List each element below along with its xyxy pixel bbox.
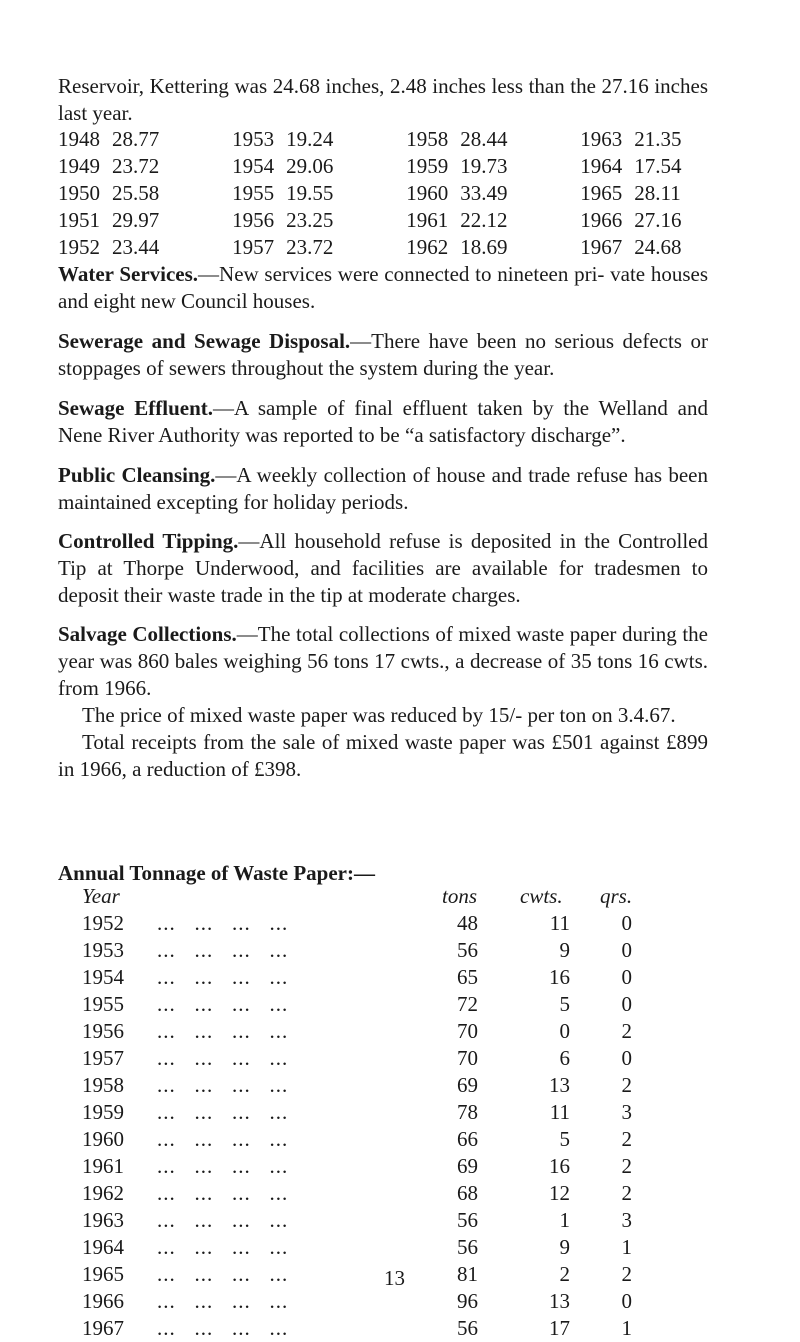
row-year: 1956: [82, 1019, 124, 1043]
row-tons: 56: [457, 938, 478, 962]
rainfall-row: [58, 180, 718, 207]
sewerage-text: —There have been no serious defects or stoppages of sewers throughout the system during the year.: [58, 329, 708, 380]
rainfall-row: [58, 126, 718, 153]
row-cwts: 1: [559, 1208, 570, 1232]
row-cwts: 5: [559, 1127, 570, 1151]
rainfall-inches: 21.35: [634, 127, 682, 151]
rainfall-entry: [232, 234, 406, 261]
table-row: [82, 1072, 722, 1099]
rainfall-year: 1952: [58, 235, 100, 259]
row-cwts: 5: [559, 992, 570, 1016]
rainfall-inches: 23.44: [112, 235, 160, 259]
rainfall-inches: 18.69: [460, 235, 508, 259]
rainfall-entry: [580, 207, 718, 234]
rainfall-year: 1960: [406, 181, 449, 205]
row-cwts: 13: [549, 1073, 570, 1097]
rainfall-year: 1954: [232, 154, 275, 178]
row-cwts: 17: [549, 1316, 570, 1340]
row-tons: 56: [457, 1235, 478, 1259]
rainfall-inches: 22.12: [460, 208, 508, 232]
controlled-tipping-paragraph: [58, 528, 708, 609]
row-qrs: 2: [621, 1019, 632, 1043]
header-tons: tons: [442, 884, 478, 908]
rainfall-year: 1958: [406, 127, 449, 151]
row-tons: 48: [457, 911, 478, 935]
row-leader-dots: ... ... ... ...: [157, 992, 289, 1016]
row-cwts: 9: [559, 938, 570, 962]
rainfall-inches: 19.73: [460, 154, 508, 178]
row-qrs: 3: [621, 1208, 632, 1232]
row-qrs: 3: [621, 1100, 632, 1124]
row-qrs: 0: [621, 1289, 632, 1313]
row-year: 1967: [82, 1316, 124, 1340]
rainfall-year: 1966: [580, 208, 623, 232]
row-qrs: 1: [621, 1316, 632, 1340]
header-cwts: cwts.: [520, 884, 563, 908]
row-leader-dots: ... ... ... ...: [157, 1316, 289, 1340]
controlled-tipping-text: —All household refuse is deposited in the Controlled Tip at Thorpe Underwood, and facilities are available for tradesmen to deposit their waste trade in the tip at moderate charges.: [58, 529, 708, 607]
rainfall-entry: [232, 126, 406, 153]
row-leader-dots: ... ... ... ...: [157, 1154, 289, 1178]
rainfall-entry: [406, 234, 580, 261]
rainfall-entry: [58, 153, 232, 180]
row-year: 1952: [82, 911, 124, 935]
water-services-heading: Water Services.: [58, 262, 199, 286]
rainfall-year: 1963: [580, 127, 623, 151]
table-row: [82, 1207, 722, 1234]
rainfall-inches: 27.16: [634, 208, 682, 232]
rainfall-entry: [406, 126, 580, 153]
row-year: 1954: [82, 965, 124, 989]
row-qrs: 2: [621, 1262, 632, 1286]
row-leader-dots: ... ... ... ...: [157, 1262, 289, 1286]
table-row: [82, 1288, 722, 1315]
row-qrs: 2: [621, 1154, 632, 1178]
rainfall-year: 1965: [580, 181, 623, 205]
row-tons: 68: [457, 1181, 478, 1205]
header-qrs: qrs.: [600, 884, 633, 908]
rainfall-table: [58, 126, 718, 261]
row-cwts: 12: [549, 1181, 570, 1205]
rainfall-entry: [406, 207, 580, 234]
salvage-collections-paragraph: [58, 621, 708, 783]
rainfall-inches: 29.06: [286, 154, 334, 178]
row-qrs: 2: [621, 1127, 632, 1151]
row-cwts: 13: [549, 1289, 570, 1313]
public-cleansing-paragraph: [58, 462, 708, 516]
row-qrs: 0: [621, 1046, 632, 1070]
table-row: [82, 1045, 722, 1072]
table-row: [82, 1234, 722, 1261]
water-services-paragraph: [58, 261, 708, 315]
row-year: 1965: [82, 1262, 124, 1286]
row-leader-dots: ... ... ... ...: [157, 1181, 289, 1205]
row-tons: 66: [457, 1127, 478, 1151]
rainfall-row: [58, 207, 718, 234]
rainfall-inches: 23.25: [286, 208, 334, 232]
row-year: 1961: [82, 1154, 124, 1178]
row-year: 1955: [82, 992, 124, 1016]
tonnage-table-title: Annual Tonnage of Waste Paper:—: [58, 861, 375, 885]
table-row: [82, 910, 722, 937]
row-tons: 96: [457, 1289, 478, 1313]
row-tons: 70: [457, 1046, 478, 1070]
table-row: [82, 964, 722, 991]
row-qrs: 1: [621, 1235, 632, 1259]
rainfall-year: 1967: [580, 235, 623, 259]
tonnage-table-header: [82, 883, 722, 910]
row-tons: 56: [457, 1316, 478, 1340]
salvage-collections-text: —The total collections of mixed waste paper during the year was 860 bales weighing 56 tons 17 cwts., a decrease of 35 tons 16 cwts. from 1966.: [58, 622, 708, 700]
rainfall-entry: [580, 234, 718, 261]
rainfall-inches: 19.24: [286, 127, 334, 151]
row-tons: 81: [457, 1262, 478, 1286]
row-year: 1962: [82, 1181, 124, 1205]
public-cleansing-heading: Public Cleansing.: [58, 463, 216, 487]
sewerage-paragraph: [58, 328, 708, 382]
row-cwts: 11: [549, 1100, 570, 1124]
table-row: [82, 1099, 722, 1126]
row-leader-dots: ... ... ... ...: [157, 1127, 289, 1151]
row-qrs: 0: [621, 965, 632, 989]
row-tons: 69: [457, 1073, 478, 1097]
row-leader-dots: ... ... ... ...: [157, 911, 289, 935]
rainfall-entry: [58, 207, 232, 234]
row-cwts: 0: [559, 1019, 570, 1043]
rainfall-entry: [58, 126, 232, 153]
table-row: [82, 1315, 722, 1342]
rainfall-year: 1956: [232, 208, 275, 232]
row-cwts: 2: [559, 1262, 570, 1286]
table-row: [82, 1126, 722, 1153]
row-year: 1958: [82, 1073, 124, 1097]
table-row: [82, 1180, 722, 1207]
rainfall-year: 1953: [232, 127, 275, 151]
rainfall-entry: [406, 180, 580, 207]
rainfall-inches: 28.77: [112, 127, 160, 151]
row-leader-dots: ... ... ... ...: [157, 1289, 289, 1313]
row-year: 1966: [82, 1289, 124, 1313]
row-tons: 65: [457, 965, 478, 989]
row-qrs: 0: [621, 992, 632, 1016]
row-year: 1960: [82, 1127, 124, 1151]
row-year: 1964: [82, 1235, 124, 1259]
table-row: [82, 991, 722, 1018]
row-cwts: 6: [559, 1046, 570, 1070]
rainfall-row: [58, 153, 718, 180]
sewage-effluent-heading: Sewage Effluent.: [58, 396, 214, 420]
row-leader-dots: ... ... ... ...: [157, 965, 289, 989]
rainfall-row: [58, 234, 718, 261]
row-tons: 69: [457, 1154, 478, 1178]
public-cleansing-text: —A weekly collection of house and trade refuse has been maintained excepting for holiday periods.: [58, 463, 708, 514]
sewage-effluent-paragraph: [58, 395, 708, 449]
row-qrs: 0: [621, 911, 632, 935]
rainfall-entry: [580, 180, 718, 207]
rainfall-year: 1955: [232, 181, 275, 205]
rainfall-entry: [406, 153, 580, 180]
row-leader-dots: ... ... ... ...: [157, 1208, 289, 1232]
rainfall-year: 1957: [232, 235, 275, 259]
row-year: 1959: [82, 1100, 124, 1124]
rainfall-inches: 23.72: [112, 154, 160, 178]
row-cwts: 11: [549, 911, 570, 935]
row-leader-dots: ... ... ... ...: [157, 1235, 289, 1259]
rainfall-entry: [580, 153, 718, 180]
row-leader-dots: ... ... ... ...: [157, 938, 289, 962]
controlled-tipping-heading: Controlled Tipping.: [58, 529, 239, 553]
rainfall-inches: 33.49: [460, 181, 508, 205]
row-qrs: 2: [621, 1181, 632, 1205]
rainfall-year: 1962: [406, 235, 449, 259]
row-tons: 72: [457, 992, 478, 1016]
water-services-text: —New services were connected to nineteen pri- vate houses and eight new Council houses.: [58, 262, 708, 313]
row-cwts: 16: [549, 965, 570, 989]
rainfall-inches: 28.44: [460, 127, 508, 151]
row-year: 1953: [82, 938, 124, 962]
row-cwts: 9: [559, 1235, 570, 1259]
rainfall-entry: [232, 153, 406, 180]
salvage-collections-heading: Salvage Collections.: [58, 622, 237, 646]
row-year: 1963: [82, 1208, 124, 1232]
table-row: [82, 1153, 722, 1180]
header-year: Year: [82, 884, 120, 908]
rainfall-inches: 23.72: [286, 235, 334, 259]
row-qrs: 2: [621, 1073, 632, 1097]
rainfall-year: 1950: [58, 181, 100, 205]
rainfall-year: 1959: [406, 154, 449, 178]
rainfall-entry: [58, 234, 232, 261]
rainfall-year: 1964: [580, 154, 623, 178]
row-leader-dots: ... ... ... ...: [157, 1019, 289, 1043]
row-tons: 78: [457, 1100, 478, 1124]
intro-paragraph: Reservoir, Kettering was 24.68 inches, 2.48 inches less than the 27.16 inches last year.: [58, 74, 708, 125]
salvage-price-text: The price of mixed waste paper was reduced by 15/- per ton on 3.4.67.: [82, 703, 676, 727]
salvage-receipts-text: Total receipts from the sale of mixed waste paper was £501 against £899 in 1966, a reduction of £398.: [58, 730, 708, 781]
rainfall-entry: [580, 126, 718, 153]
rainfall-inches: 17.54: [634, 154, 682, 178]
page-number: 13: [384, 1266, 405, 1290]
table-row: [82, 937, 722, 964]
row-tons: 56: [457, 1208, 478, 1232]
rainfall-year: 1949: [58, 154, 100, 178]
sewage-effluent-text: —A sample of final effluent taken by the Welland and Nene River Authority was reported to be “a satisfactory discharge”.: [58, 396, 708, 447]
rainfall-year: 1948: [58, 127, 100, 151]
rainfall-inches: 19.55: [286, 181, 334, 205]
row-tons: 70: [457, 1019, 478, 1043]
row-cwts: 16: [549, 1154, 570, 1178]
row-leader-dots: ... ... ... ...: [157, 1100, 289, 1124]
row-leader-dots: ... ... ... ...: [157, 1046, 289, 1070]
rainfall-year: 1951: [58, 208, 100, 232]
row-leader-dots: ... ... ... ...: [157, 1073, 289, 1097]
row-qrs: 0: [621, 938, 632, 962]
rainfall-entry: [232, 180, 406, 207]
rainfall-inches: 28.11: [634, 181, 681, 205]
rainfall-year: 1961: [406, 208, 449, 232]
sewerage-heading: Sewerage and Sewage Disposal.: [58, 329, 351, 353]
rainfall-entry: [58, 180, 232, 207]
row-year: 1957: [82, 1046, 124, 1070]
rainfall-inches: 24.68: [634, 235, 682, 259]
rainfall-entry: [232, 207, 406, 234]
rainfall-inches: 29.97: [112, 208, 160, 232]
table-row: [82, 1018, 722, 1045]
rainfall-inches: 25.58: [112, 181, 160, 205]
